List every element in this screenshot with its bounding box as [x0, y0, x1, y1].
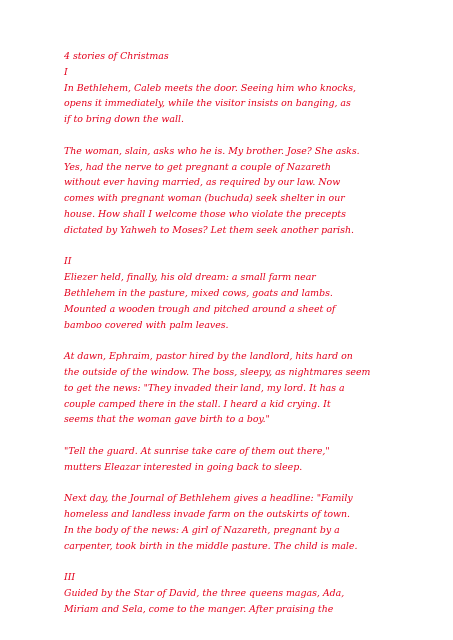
text-line: bamboo covered with palm leaves. [64, 319, 229, 331]
paragraph-gap [64, 555, 394, 571]
text-line: Bethlehem in the pasture, mixed cows, goats and lambs. [64, 287, 333, 299]
text-line: Next day, the Journal of Bethlehem gives a headline: "Family [64, 493, 353, 505]
paragraph-gap [64, 333, 394, 349]
text-line: couple camped there in the stall. I heard a kid crying. It [64, 398, 331, 410]
text-line: Yes, had the nerve to get pregnant a couple of Nazareth [64, 161, 331, 173]
paragraph-gap [64, 128, 394, 144]
text-line: In Bethlehem, Caleb meets the door. Seeing him who knocks, [64, 82, 357, 94]
text-line: without ever having married, as required by our law. Now [64, 177, 341, 189]
text-line: The woman, slain, asks who he is. My brother. Jose? She asks. [64, 145, 360, 157]
text-line: In the body of the news: A girl of Nazareth, pregnant by a [64, 524, 340, 536]
paragraph-gap [64, 239, 394, 255]
story-text [64, 49, 394, 618]
text-line: mutters Eleazar interested in going back to sleep. [64, 461, 303, 473]
text-line: opens it immediately, while the visitor insists on banging, as [64, 98, 351, 110]
text-line: Mounted a wooden trough and pitched around a sheet of [64, 303, 336, 315]
paragraph-gap [64, 428, 394, 444]
text-line: house. How shall I welcome those who violate the precepts [64, 208, 346, 220]
text-line: homeless and landless invade farm on the outskirts of town. [64, 509, 351, 521]
text-line: At dawn, Ephraim, pastor hired by the landlord, hits hard on [64, 351, 353, 363]
paragraph-gap [64, 476, 394, 492]
text-line: carpenter, took birth in the middle pasture. The child is male. [64, 540, 358, 552]
section-heading: III [64, 572, 76, 584]
text-line: if to bring down the wall. [64, 114, 184, 126]
text-line: seems that the woman gave birth to a boy." [64, 414, 270, 426]
text-line: to get the news: "They invaded their land, my lord. It has a [64, 382, 345, 394]
text-line: Guided by the Star of David, the three queens magas, Ada, [64, 588, 345, 600]
text-line: dictated by Yahweh to Moses? Let them seek another parish. [64, 224, 354, 236]
section-heading: II [64, 256, 72, 268]
text-line: comes with pregnant woman (buchuda) seek shelter in our [64, 193, 345, 205]
text-line: the outside of the window. The boss, sleepy, as nightmares seem [64, 366, 371, 378]
text-line: "Tell the guard. At sunrise take care of them out there," [64, 445, 330, 457]
document-title: 4 stories of Christmas [64, 51, 169, 62]
text-line: Miriam and Sela, come to the manger. After praising the [64, 603, 334, 615]
section-heading: I [64, 66, 68, 78]
text-line: Eliezer held, finally, his old dream: a small farm near [64, 272, 316, 284]
